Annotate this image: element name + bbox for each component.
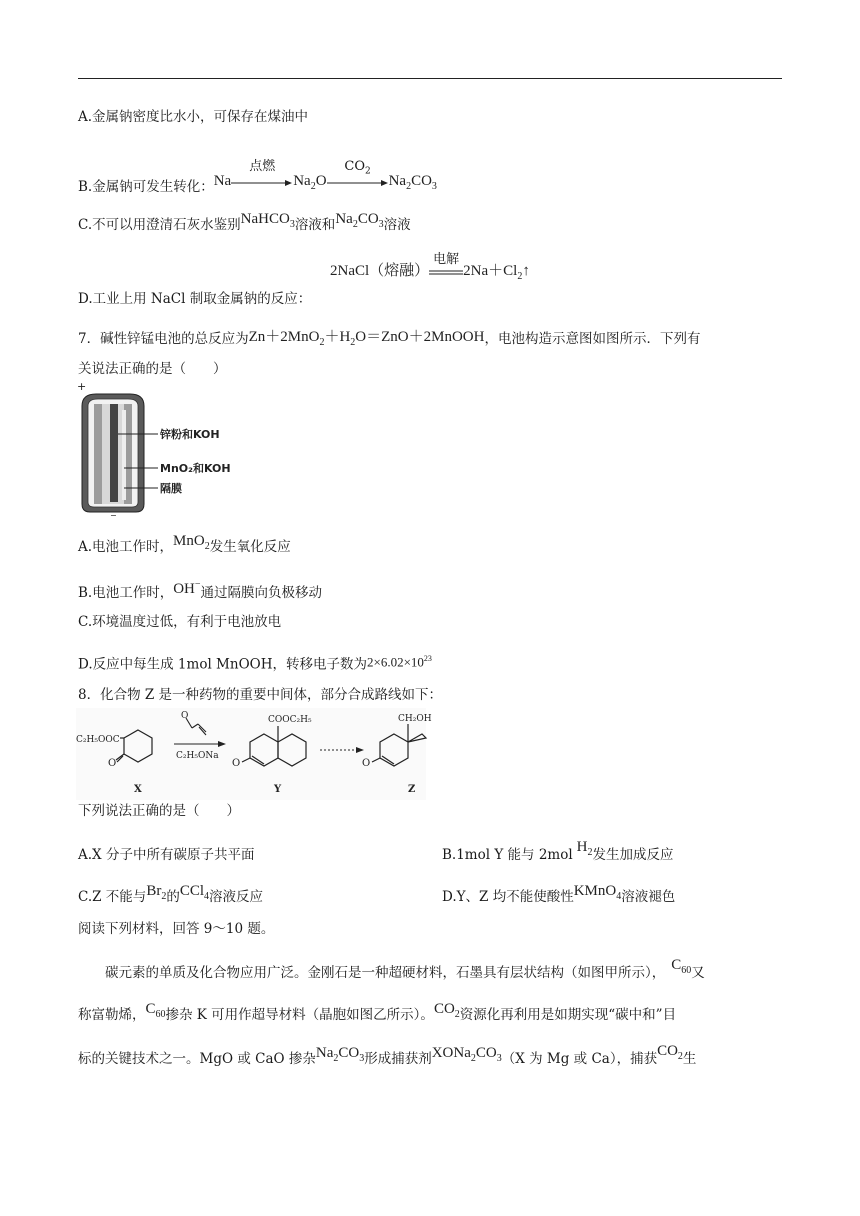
q8-option-d[interactable] [442, 883, 676, 912]
q7-option-c-text: C.环境温度过低，有利于电池放电 [78, 614, 282, 630]
compound-z-label: Z [408, 784, 416, 795]
q6-option-d-text: D.工业上用 NaCl 制取金属钠的反应： [78, 291, 312, 307]
material-paragraph-line1 [78, 957, 705, 988]
q7-option-c[interactable] [78, 613, 281, 631]
reaction-arrow-1 [231, 158, 293, 191]
material-intro [78, 920, 274, 938]
q7-equation: $Zn+2MnO_2+H_2O=ZnO+2MnOOH$ [248, 329, 485, 348]
q6-option-c-mid: 溶液和 [294, 217, 336, 233]
q8-option-c-suffix: 溶液反应 [209, 889, 263, 905]
q8-option-b-suffix: 发生加成反应 [592, 847, 674, 863]
q7-stem-line1 [78, 330, 700, 354]
q8-option-d-suffix: 溶液褪色 [621, 889, 676, 905]
arrow-2-label: $CO_2$ [344, 158, 371, 177]
material-p3-a: 标的关键技术之一。MgO 或 CaO 掺杂 [78, 1051, 316, 1067]
z-substituent: CH₂OH [398, 714, 432, 724]
compound-x-label: X [134, 784, 142, 795]
material-p3-d: 生 [682, 1051, 697, 1067]
q8-question [78, 802, 240, 820]
material-intro-text: 阅读下列材料，回答 9～10 题。 [78, 921, 275, 937]
material-p2-c: 资源化再利用是如期实现“碳中和”目 [459, 1007, 677, 1023]
formula-na2co3: $Na_2CO_3$ [388, 173, 437, 192]
material-p1-b: 又 [691, 965, 705, 981]
formula-c60-1: $C_{60}$ [671, 957, 692, 976]
label-separator: 隔膜 [160, 482, 182, 495]
svg-text:O: O [181, 711, 189, 721]
q8-stem [78, 686, 442, 704]
formula-na2co3-m: $Na_2CO_3$ [315, 1045, 365, 1064]
formula-xona2co3: $XONa_2CO_3$ [431, 1045, 502, 1064]
formula-br2: $Br_2$ [146, 883, 167, 902]
reaction-arrow-2 [327, 158, 389, 191]
q8-option-d-prefix: D.Y、Z 均不能使酸性 [442, 889, 574, 905]
electrolysis-equation [330, 251, 530, 286]
electrolysis-condition: 电解 [433, 251, 460, 267]
formula-co2-1: $CO_2$ [433, 1001, 460, 1020]
formula-na2co3-c: $Na_2CO_3$ [335, 211, 384, 230]
synthesis-scheme [76, 708, 432, 800]
q6-option-a[interactable] [78, 108, 308, 126]
q7-option-a-suffix: 发生氧化反应 [209, 539, 291, 555]
equation-left: 2NaCl（熔融） [330, 263, 430, 279]
q7-stem-suffix: ，电池构造示意图如图所示．下列有 [484, 331, 701, 347]
q8-option-c-mid: 的 [166, 889, 180, 905]
header-rule [78, 78, 782, 79]
q6-option-c[interactable] [78, 211, 411, 240]
material-p3-b: 形成捕获剂 [364, 1051, 432, 1067]
formula-kmno4: KMnO$_4$ [573, 883, 622, 902]
material-p3-c: （X 为 Mg 或 Ca），捕获 [501, 1051, 658, 1067]
battery-plus-label: + [77, 380, 87, 393]
q7-option-b-prefix: B.电池工作时， [78, 585, 174, 601]
q7-stem-line2 [78, 360, 227, 378]
label-zinc-koh: 锌粉和KOH [160, 428, 220, 441]
material-paragraph-line2 [78, 1001, 677, 1030]
q7-option-a[interactable] [78, 533, 291, 562]
q8-option-a-text: A.X 分子中所有碳原子共平面 [78, 847, 255, 863]
formula-h2: $H_2$ [576, 839, 593, 858]
formula-na2o: $Na_2O$ [293, 173, 327, 192]
arrow-1-label: 点燃 [249, 158, 276, 174]
compound-y-label: Y [274, 784, 282, 795]
x-substituent: C₂H₅OOC [76, 735, 120, 745]
q8-option-a[interactable] [78, 846, 254, 864]
q8-option-c-prefix: C.Z 不能与 [78, 889, 147, 905]
q6-option-a-text: A.金属钠密度比水小，可保存在煤油中 [78, 109, 309, 125]
q7-stem-prefix: 7．碱性锌锰电池的总反应为 [78, 331, 249, 347]
formula-co2-2: $CO_2$ [657, 1043, 683, 1062]
battery-minus-label: − [110, 511, 117, 520]
q7-stem-line2-text: 关说法正确的是（ ） [78, 361, 227, 377]
q7-option-a-prefix: A.电池工作时， [78, 539, 174, 555]
q8-option-b[interactable] [442, 839, 674, 870]
q6-option-d[interactable] [78, 290, 311, 308]
q6-option-c-prefix: C.不可以用澄清石灰水鉴别 [78, 217, 241, 233]
q8-stem-text: 8．化合物 Z 是一种药物的重要中间体，部分合成路线如下： [78, 687, 443, 703]
formula-c60-2: $C_{60}$ [145, 1001, 166, 1020]
formula-ccl4: CCl$_4$ [179, 883, 209, 902]
q6-option-c-suffix: 溶液 [383, 217, 411, 233]
formula-electron-count: $2\times 6.02\times 10^{23}$ [366, 654, 432, 670]
formula-nahco3: NaHCO$_3$ [240, 211, 295, 230]
q7-option-d-prefix: D.反应中每生成 1mol MnOOH，转移电子数为 [78, 656, 367, 673]
svg-text:O: O [232, 758, 241, 769]
formula-oh: OH− [173, 579, 201, 597]
q7-option-b-suffix: 通过隔膜向负极移动 [200, 585, 323, 601]
q7-option-d[interactable] [78, 652, 432, 673]
material-p2-a: 称富勒烯， [78, 1007, 146, 1023]
label-mno2-koh: MnO₂和KOH [160, 462, 231, 475]
svg-text:O: O [362, 758, 371, 769]
equation-right: $2Na+Cl_2$ [463, 263, 523, 282]
gas-arrow: ↑ [522, 263, 530, 279]
q8-option-b-prefix: B.1mol Y 能与 2mol [442, 847, 573, 863]
svg-text:O: O [108, 758, 117, 769]
q7-option-b[interactable] [78, 580, 322, 602]
material-p2-b: 掺杂 K 可用作超导材料（晶胞如图乙所示）。 [165, 1007, 434, 1023]
material-p1-a: 碳元素的单质及化合物应用广泛。金刚石是一种超硬材料，石墨具有层状结构（如图甲所示）， [105, 965, 666, 981]
material-paragraph-line3 [78, 1043, 697, 1074]
formula-na: Na [213, 173, 232, 189]
q8-option-c[interactable] [78, 883, 263, 912]
reagent-label: C₂H₅ONa [176, 751, 219, 761]
y-substituent: COOC₂H₅ [268, 715, 312, 725]
q6-option-b[interactable] [78, 158, 437, 196]
q8-question-text: 下列说法正确的是（ ） [78, 803, 240, 819]
formula-mno2: MnO$_2$ [173, 533, 210, 552]
battery-diagram [74, 380, 244, 520]
q6-option-b-prefix: B.金属钠可发生转化： [78, 179, 214, 195]
